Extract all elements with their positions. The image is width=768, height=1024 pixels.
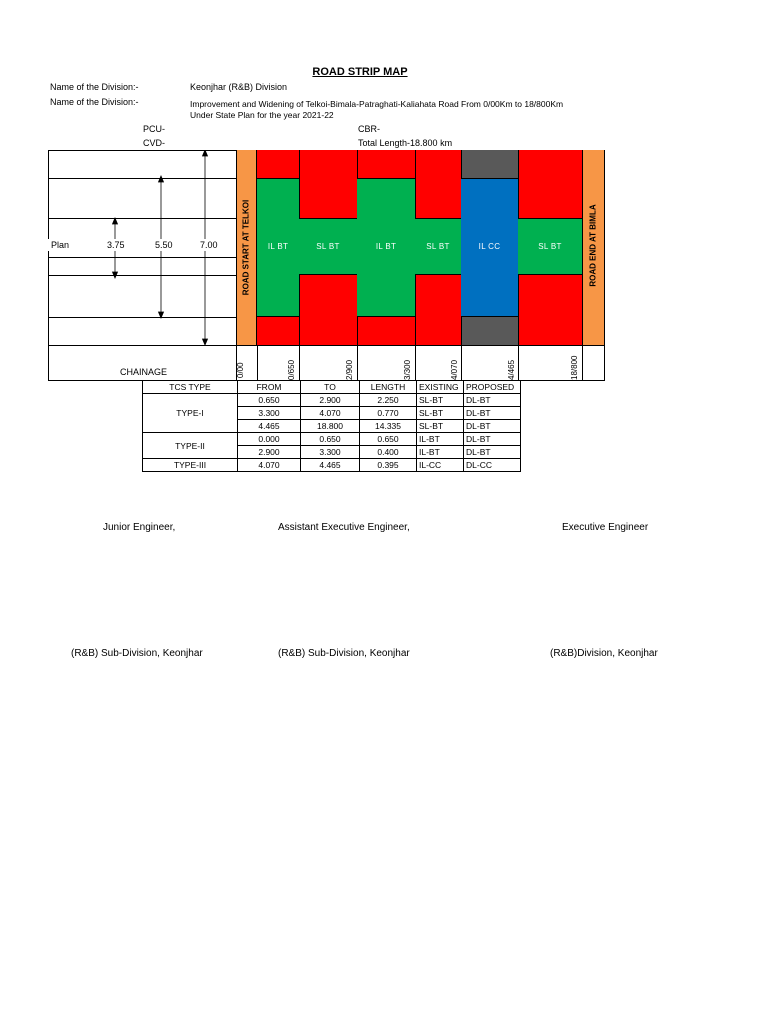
tcs-from: 4.465 [238, 420, 301, 433]
chainage-2: 2/900 [345, 359, 354, 380]
tcs-length: 2.250 [360, 394, 417, 407]
page-title: ROAD STRIP MAP [312, 66, 408, 78]
tcs-proposed: DL-BT [464, 420, 521, 433]
tcs-existing: SL-BT [417, 407, 464, 420]
plan-width-1: 3.75 [107, 240, 125, 250]
total-length: Total Length-18.800 km [358, 138, 453, 148]
tcs-header-type: TCS TYPE [143, 381, 238, 394]
road-start-label: ROAD START AT TELKOI [241, 199, 251, 296]
tcs-header-length: LENGTH [360, 381, 417, 394]
tcs-to: 2.900 [301, 394, 360, 407]
chainage-label: CHAINAGE [120, 367, 168, 377]
division-label: Name of the Division:- [50, 82, 139, 92]
tcs-length: 0.400 [360, 446, 417, 459]
table-row [143, 394, 521, 407]
tcs-to: 4.465 [301, 459, 360, 472]
tcs-proposed: DL-BT [464, 433, 521, 446]
tcs-length: 0.650 [360, 433, 417, 446]
tcs-proposed: DL-CC [464, 459, 521, 472]
cvd-label: CVD- [143, 138, 165, 148]
junior-engineer-office: (R&B) Sub-Division, Keonjhar [71, 648, 203, 659]
tcs-from: 2.900 [238, 446, 301, 459]
plan-width-2: 5.50 [155, 240, 173, 250]
table-row [143, 459, 521, 472]
plan-width-3: 7.00 [200, 240, 218, 250]
tcs-type: TYPE-I [143, 394, 238, 433]
tcs-header-proposed: PROPOSED [464, 381, 521, 394]
chainage-5: 4/465 [507, 359, 516, 380]
tcs-from: 3.300 [238, 407, 301, 420]
tcs-proposed: DL-BT [464, 394, 521, 407]
table-row [143, 433, 521, 446]
road-end-label: ROAD END AT BIMLA [588, 204, 598, 287]
tcs-from: 0.650 [238, 394, 301, 407]
segment-6-label: SL BT [538, 241, 562, 251]
segment-2-label: SL BT [316, 241, 340, 251]
plan-label: Plan [51, 240, 70, 250]
cbr-label: CBR- [358, 124, 380, 134]
division-value: Keonjhar (R&B) Division [190, 82, 288, 92]
tcs-existing: SL-BT [417, 420, 464, 433]
work-plan-year: Under State Plan for the year 2021-22 [190, 110, 334, 120]
tcs-proposed: DL-BT [464, 446, 521, 459]
tcs-from: 4.070 [238, 459, 301, 472]
segment-1-label: IL BT [267, 241, 289, 251]
tcs-table [142, 380, 521, 472]
segment-5-label: IL CC [478, 241, 501, 251]
tcs-to: 18.800 [301, 420, 360, 433]
tcs-to: 0.650 [301, 433, 360, 446]
chainage-0: 0/00 [236, 362, 245, 378]
chainage-6: 18/800 [570, 355, 579, 380]
chainage-1: 0/650 [287, 359, 296, 380]
tcs-length: 0.770 [360, 407, 417, 420]
work-label: Name of the Division:- [50, 97, 139, 107]
assistant-executive-engineer-title: Assistant Executive Engineer, [278, 522, 410, 533]
assistant-executive-engineer-office: (R&B) Sub-Division, Keonjhar [278, 648, 410, 659]
tcs-length: 14.335 [360, 420, 417, 433]
tcs-type: TYPE-II [143, 433, 238, 459]
pcu-label: PCU- [143, 124, 165, 134]
tcs-existing: IL-BT [417, 446, 464, 459]
tcs-header-existing: EXISTING [417, 381, 464, 394]
tcs-header-from: FROM [238, 381, 301, 394]
tcs-to: 4.070 [301, 407, 360, 420]
executive-engineer-office: (R&B)Division, Keonjhar [550, 648, 658, 659]
tcs-header-to: TO [301, 381, 360, 394]
executive-engineer-title: Executive Engineer [562, 522, 649, 533]
segment-3-label: IL BT [375, 241, 397, 251]
tcs-from: 0.000 [238, 433, 301, 446]
junior-engineer-title: Junior Engineer, [103, 522, 176, 533]
work-description: Improvement and Widening of Telkoi-Bimala-Patraghati-Kaliahata Road From 0/00Km to 18/800Km [190, 99, 564, 109]
chainage-4: 4/070 [450, 359, 459, 380]
tcs-type: TYPE-III [143, 459, 238, 472]
tcs-proposed: DL-BT [464, 407, 521, 420]
segment-4-label: SL BT [426, 241, 450, 251]
tcs-existing: IL-BT [417, 433, 464, 446]
tcs-existing: SL-BT [417, 394, 464, 407]
tcs-length: 0.395 [360, 459, 417, 472]
tcs-existing: IL-CC [417, 459, 464, 472]
tcs-to: 3.300 [301, 446, 360, 459]
chainage-3: 3/300 [403, 359, 412, 380]
